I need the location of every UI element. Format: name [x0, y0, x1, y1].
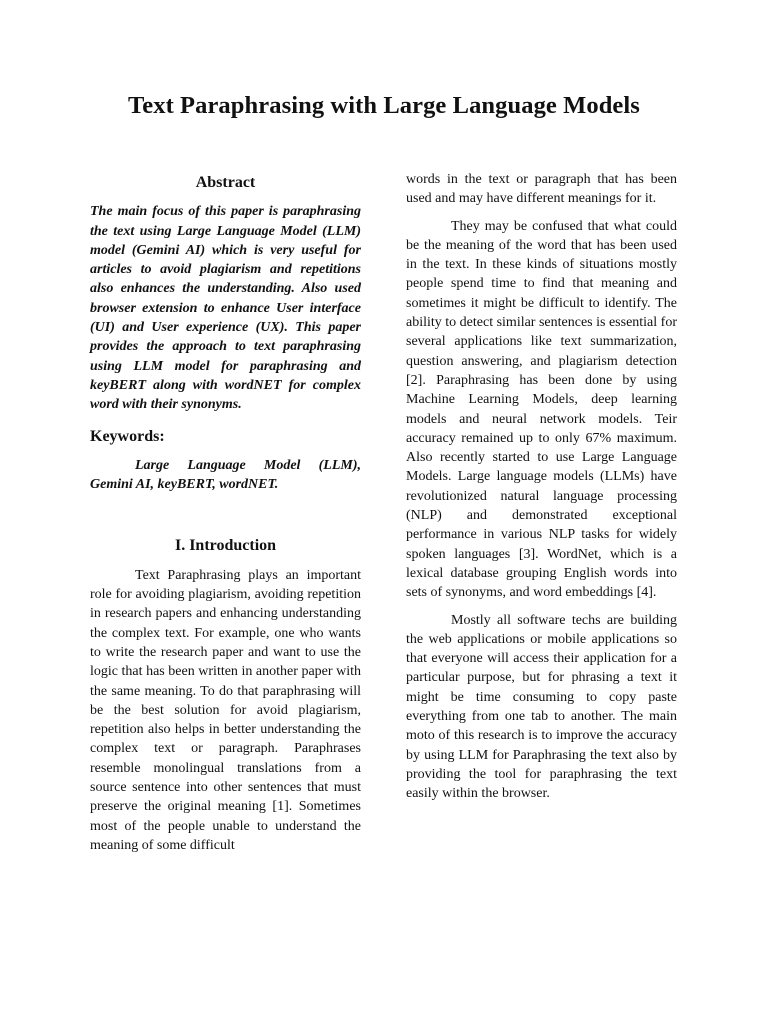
right-column [406, 170, 677, 804]
keywords-text: Large Language Model (LLM), Gemini AI, keyBERT, wordNET. [90, 457, 361, 493]
abstract-heading: Abstract [195, 174, 256, 191]
paper-title: Text Paraphrasing with Large Language Models [128, 92, 640, 119]
introduction-heading: I. Introduction [174, 537, 277, 555]
keywords-heading: Keywords: [90, 427, 165, 445]
intro-paragraph-2: They may be confused that what could be the meaning of the word that has been used in the text. In these kinds of situations mostly people spend time to find that meaning and sometimes it might be difficult to identify. The ability to detect similar sentences is essential for several applications like text summarization, question answering, and plagiarism detection [2]. Paraphrasing has been done by using Machine Learning Models, deep learning models and neural network models. Teir accuracy remained up to only 67% maximum. Also recently started to use Large Language Models. Large language models (LLMs) have revolutionized natural language processing (NLP) and demonstrated exceptional performance in various NLP tasks for widely spoken languages [3]. WordNet, which is a lexical database grouping English words into sets of synonyms, and word embeddings [4]. [406, 218, 677, 601]
abstract-text: The main focus of this paper is paraphrasing the text using Large Language Model (LLM) model (Gemini AI) which is very useful for articles to avoid plagiarism and repetitions also enhances the understanding. Also used browser extension to enhance User interface (UI) and User experience (UX). This paper provides the approach to text paraphrasing using LLM model for paraphrasing and keyBERT along with wordNET for complex word with their synonyms. [90, 204, 361, 413]
left-column [90, 170, 361, 855]
intro-paragraph-3: Mostly all software techs are building the web applications or mobile applications so that everyone will access their application for a particular purpose, but for phrasing a text it might be time consuming to copy paste everything from one tab to another. The main moto of this research is to improve the accuracy by using LLM for Paraphrasing the text also by providing the tool for paraphrasing the text easily within the browser. [406, 612, 677, 802]
intro-paragraph-1: Text Paraphrasing plays an important role for avoiding plagiarism, avoiding repetition in research papers and enhancing understanding the complex text. For example, one who wants to write the research paper and want to use the logic that has been written in another paper with the same meaning. To do that paraphrasing will be the best solution for avoid plagiarism, repetition also helps in better understanding the complex text or paragraph. Paraphrases resemble monolingual translations from a source sentence into other sentences that must preserve the original meaning [1]. Sometimes most of the people unable to understand the meaning of some difficult [90, 567, 361, 853]
intro-paragraph-1-continued: words in the text or paragraph that has been used and may have different meanings for it. [406, 172, 677, 207]
